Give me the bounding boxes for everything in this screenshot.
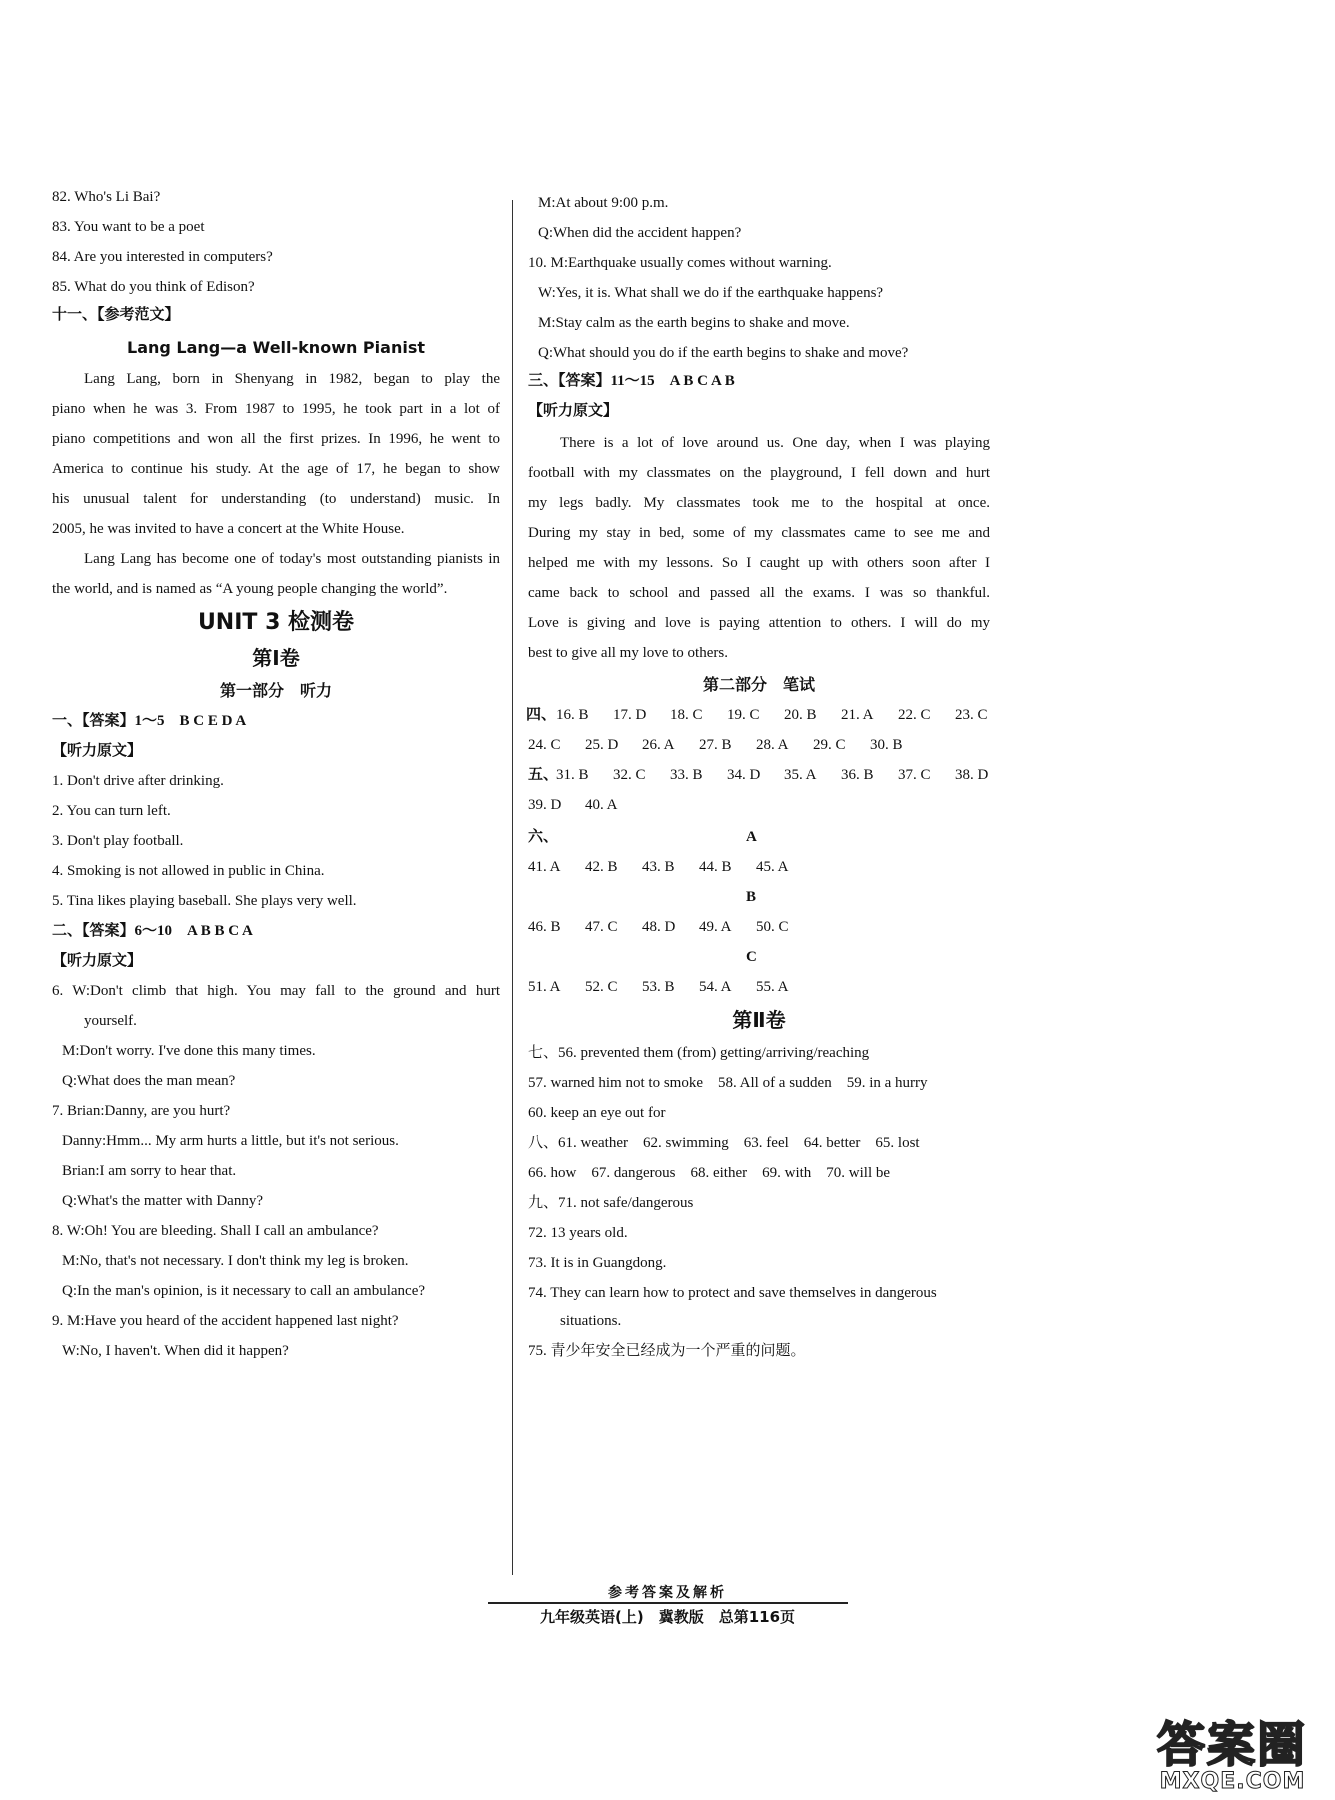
answer-item: 49. A bbox=[699, 919, 732, 935]
dialogue-line: Q:What should you do if the earth begins to shake and move? bbox=[538, 345, 909, 361]
answer-item: 51. A bbox=[528, 979, 561, 995]
dialogue-line: M:At about 9:00 p.m. bbox=[538, 195, 669, 211]
passage-line: There is a lot of love around us. One day, when I was playing bbox=[560, 435, 990, 451]
script-item: 3. Don't play football. bbox=[52, 833, 184, 849]
answer-item: 41. A bbox=[528, 859, 561, 875]
script-item: 4. Smoking is not allowed in public in China. bbox=[52, 863, 325, 879]
answer-item: 25. D bbox=[585, 737, 619, 753]
section-4-row: 四、 16. B 17. D 18. C 19. C 20. B 21. A 22. C 23. C bbox=[528, 705, 1012, 725]
answer-item: 48. D bbox=[642, 919, 676, 935]
section-6a-row bbox=[528, 857, 813, 877]
answer-item: 50. C bbox=[756, 919, 789, 935]
dialogue-line: 8. W:Oh! You are bleeding. Shall I call an ambulance? bbox=[52, 1223, 379, 1239]
essay-line: America to continue his study. At the age of 17, he began to show bbox=[52, 461, 500, 477]
answer-item: 28. A bbox=[756, 737, 789, 753]
section-7-line: 60. keep an eye out for bbox=[528, 1105, 666, 1121]
answer-item: 29. C bbox=[813, 737, 846, 753]
unit-title: UNIT 3 检测卷 bbox=[197, 610, 355, 635]
answer-item: 26. A bbox=[642, 737, 675, 753]
answer-item: 30. B bbox=[870, 737, 903, 753]
answer-84: 84. Are you interested in computers? bbox=[52, 249, 273, 265]
volume-1-title: 第Ⅰ卷 bbox=[252, 646, 300, 670]
section-6b-row bbox=[528, 917, 813, 937]
dialogue-line: M:Stay calm as the earth begins to shake and move. bbox=[538, 315, 850, 331]
part-2-title: 第二部分 笔试 bbox=[702, 675, 815, 694]
answer-item: 38. D bbox=[955, 767, 989, 783]
answer-item: 47. C bbox=[585, 919, 618, 935]
answer-item: 54. A bbox=[699, 979, 732, 995]
section-9-line: 74. They can learn how to protect and save themselves in dangerous bbox=[528, 1285, 937, 1301]
essay-title: Lang Lang—a Well-known Pianist bbox=[127, 338, 425, 357]
section-7-line: 七、56. prevented them (from) getting/arriving/reaching bbox=[528, 1045, 870, 1061]
answer-item: 24. C bbox=[528, 737, 561, 753]
part-1-title: 第一部分 听力 bbox=[219, 681, 332, 700]
essay-line: Lang Lang has become one of today's most outstanding pianists in bbox=[84, 551, 500, 567]
answer-83: 83. You want to be a poet bbox=[52, 219, 205, 235]
dialogue-line: 10. M:Earthquake usually comes without warning. bbox=[528, 255, 832, 271]
subsection-a: A bbox=[746, 829, 757, 845]
dialogue-line: W:No, I haven't. When did it happen? bbox=[62, 1343, 289, 1359]
watermark-logo bbox=[1140, 1706, 1325, 1794]
answer-item: 43. B bbox=[642, 859, 675, 875]
answer-item: 31. B bbox=[556, 767, 589, 783]
section-9-line: 73. It is in Guangdong. bbox=[528, 1255, 667, 1271]
dialogue-line: Danny:Hmm... My arm hurts a little, but it's not serious. bbox=[62, 1133, 399, 1149]
section-1-answer: 一、【答案】1～5 B C E D A bbox=[52, 713, 247, 729]
answer-item: 40. A bbox=[585, 797, 618, 813]
answer-item: 39. D bbox=[528, 797, 562, 813]
dialogue-line: 6. W:Don't climb that high. You may fall to the ground and hurt bbox=[52, 983, 500, 999]
script-label: 【听力原文】 bbox=[52, 953, 143, 969]
section-9-line: 九、71. not safe/dangerous bbox=[528, 1195, 694, 1211]
passage-line: football with my classmates on the playground, I fell down and hurt bbox=[528, 465, 990, 481]
section-2-answer: 二、【答案】6～10 A B B C A bbox=[52, 923, 253, 939]
section-8-line: 八、61. weather 62. swimming 63. feel 64. better 65. lost bbox=[528, 1135, 920, 1151]
dialogue-line: Q:What does the man mean? bbox=[62, 1073, 236, 1089]
watermark-mark: 答案圈 bbox=[1156, 1717, 1307, 1773]
answer-item: 45. A bbox=[756, 859, 789, 875]
answer-item: 21. A bbox=[841, 707, 874, 723]
dialogue-line: W:Yes, it is. What shall we do if the earthquake happens? bbox=[538, 285, 884, 301]
script-label: 【听力原文】 bbox=[52, 743, 143, 759]
subsection-b: B bbox=[746, 889, 757, 905]
section-11-heading: 十一、【参考范文】 bbox=[52, 307, 180, 323]
section-4-row bbox=[528, 735, 927, 755]
essay-line: Lang Lang, born in Shenyang in 1982, began to play the bbox=[84, 371, 500, 387]
section-9-line: 72. 13 years old. bbox=[528, 1225, 628, 1241]
dialogue-line: 7. Brian:Danny, are you hurt? bbox=[52, 1103, 231, 1119]
section-8-line: 66. how 67. dangerous 68. either 69. with 70. will be bbox=[528, 1165, 891, 1181]
passage-line: During my stay in bed, some of my classmates came to see me and bbox=[528, 525, 990, 541]
dialogue-line: Q:When did the accident happen? bbox=[538, 225, 742, 241]
essay-line: the world, and is named as “A young people changing the world”. bbox=[52, 581, 448, 597]
answer-item: 35. A bbox=[784, 767, 817, 783]
dialogue-line: 9. M:Have you heard of the accident happened last night? bbox=[52, 1313, 399, 1329]
essay-line: his unusual talent for understanding (to understand) music. In bbox=[52, 491, 500, 507]
passage-line: came back to school and passed all the exams. I was so thankful. bbox=[528, 585, 990, 601]
passage-line: Love is giving and love is paying attention to others. I will do my bbox=[528, 615, 990, 631]
section-5-label: 五、 bbox=[528, 767, 559, 783]
answer-item: 42. B bbox=[585, 859, 618, 875]
script-item: 1. Don't drive after drinking. bbox=[52, 773, 224, 789]
dialogue-line: Brian:I am sorry to hear that. bbox=[62, 1163, 237, 1179]
watermark-url: MXQE.COM bbox=[1159, 1769, 1306, 1794]
section-5-row bbox=[528, 765, 1012, 785]
answer-item: 52. C bbox=[585, 979, 618, 995]
script-item: 5. Tina likes playing baseball. She plays very well. bbox=[52, 893, 357, 909]
answer-item: 22. C bbox=[898, 707, 931, 723]
section-3-answer: 三、【答案】11～15 A B C A B bbox=[528, 373, 735, 389]
answer-item: 27. B bbox=[699, 737, 732, 753]
passage-line: my legs badly. My classmates took me to the hospital at once. bbox=[528, 495, 990, 511]
essay-line: piano when he was 3. From 1987 to 1995, he took part in a lot of bbox=[52, 401, 500, 417]
dialogue-line: M:No, that's not necessary. I don't think my leg is broken. bbox=[62, 1253, 409, 1269]
answer-item: 23. C bbox=[955, 707, 988, 723]
answer-item: 17. D bbox=[613, 707, 647, 723]
answer-85: 85. What do you think of Edison? bbox=[52, 279, 255, 295]
subsection-c: C bbox=[746, 949, 757, 965]
section-7-line: 57. warned him not to smoke 58. All of a sudden 59. in a hurry bbox=[528, 1075, 928, 1091]
script-label: 【听力原文】 bbox=[528, 403, 619, 419]
answer-item: 55. A bbox=[756, 979, 789, 995]
passage-line: helped me with my lessons. So I caught up with others soon after I bbox=[528, 555, 990, 571]
essay-line: 2005, he was invited to have a concert at the White House. bbox=[52, 521, 405, 537]
answer-item: 53. B bbox=[642, 979, 675, 995]
volume-2-title: 第Ⅱ卷 bbox=[732, 1008, 786, 1032]
dialogue-line: Q:What's the matter with Danny? bbox=[62, 1193, 263, 1209]
section-6c-row bbox=[528, 977, 813, 997]
column-divider bbox=[512, 200, 513, 1575]
answer-item: 20. B bbox=[784, 707, 817, 723]
dialogue-line: M:Don't worry. I've done this many times. bbox=[62, 1043, 316, 1059]
answer-82: 82. Who's Li Bai? bbox=[52, 189, 161, 205]
answer-item: 18. C bbox=[670, 707, 703, 723]
dialogue-line: Q:In the man's opinion, is it necessary to call an ambulance? bbox=[62, 1283, 426, 1299]
answer-item: 19. C bbox=[727, 707, 760, 723]
footer-rule bbox=[488, 1602, 848, 1604]
answer-item: 46. B bbox=[528, 919, 561, 935]
section-9-line: situations. bbox=[560, 1313, 622, 1329]
answer-item: 33. B bbox=[670, 767, 703, 783]
answer-item: 44. B bbox=[699, 859, 732, 875]
section-9-line: 75. 青少年安全已经成为一个严重的问题。 bbox=[528, 1343, 806, 1359]
dialogue-line: yourself. bbox=[84, 1013, 137, 1029]
answer-item: 36. B bbox=[841, 767, 874, 783]
answer-item: 37. C bbox=[898, 767, 931, 783]
section-5-row bbox=[528, 795, 642, 815]
footer-title: 参考答案及解析 bbox=[608, 1585, 727, 1601]
answer-item: 34. D bbox=[727, 767, 761, 783]
passage-line: best to give all my love to others. bbox=[528, 645, 728, 661]
answer-item: 32. C bbox=[613, 767, 646, 783]
answer-item: 16. B bbox=[556, 707, 589, 723]
script-item: 2. You can turn left. bbox=[52, 803, 171, 819]
essay-line: piano competitions and won all the first prizes. In 1996, he went to bbox=[52, 431, 500, 447]
section-6-label: 六、 bbox=[528, 829, 559, 845]
footer-page-info: 九年级英语(上) 冀教版 总第116页 bbox=[539, 1608, 796, 1626]
